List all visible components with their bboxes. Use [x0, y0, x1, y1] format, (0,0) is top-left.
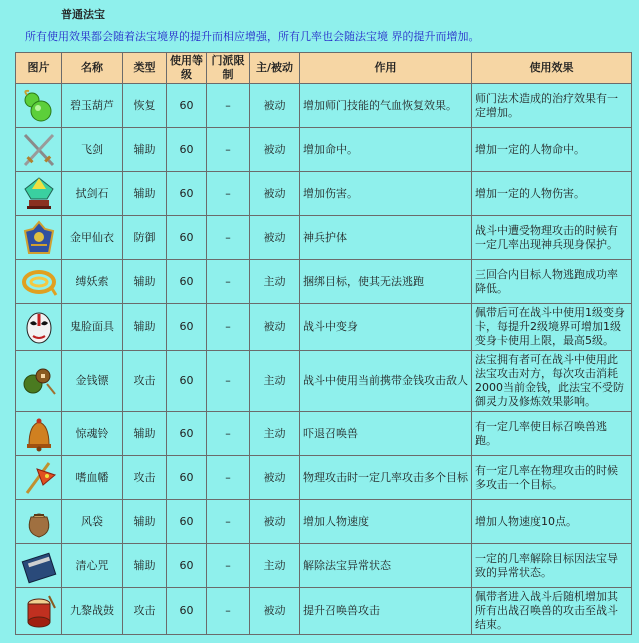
item-result: 法宝拥有者可在战斗中使用此法宝攻击对方，每次攻击消耗2000当前金钱，此法宝不受防御灵力及修炼效果影响。 — [472, 351, 632, 412]
item-type: 攻击 — [123, 588, 167, 635]
item-name: 飞剑 — [62, 128, 123, 172]
item-mode: 主动 — [250, 412, 300, 456]
golden-rope-icon — [19, 263, 59, 301]
section-title: 普通法宝 — [61, 8, 105, 21]
item-mode: 主动 — [250, 544, 300, 588]
item-result: 师门法术造成的治疗效果有一定增加。 — [472, 84, 632, 128]
item-type: 辅助 — [123, 304, 167, 351]
item-name: 金钱镖 — [62, 351, 123, 412]
table-row — [16, 500, 632, 544]
item-sect: – — [207, 456, 250, 500]
table-header-row — [16, 53, 632, 84]
item-mode: 主动 — [250, 260, 300, 304]
item-image-cell — [16, 412, 62, 456]
item-name: 风袋 — [62, 500, 123, 544]
item-effect: 物理攻击时一定几率攻击多个目标 — [300, 456, 472, 500]
header-sect: 门派限制 — [207, 53, 250, 84]
item-image-cell — [16, 500, 62, 544]
gem-stone-icon — [19, 175, 59, 213]
item-sect: – — [207, 304, 250, 351]
green-gourd-icon — [19, 87, 59, 125]
opera-mask-icon — [19, 308, 59, 346]
item-level: 60 — [167, 351, 207, 412]
item-level: 60 — [167, 128, 207, 172]
item-type: 恢复 — [123, 84, 167, 128]
item-image-cell — [16, 260, 62, 304]
item-result: 有一定几率使目标召唤兽逃跑。 — [472, 412, 632, 456]
item-result: 三回合内目标人物逃跑成功率降低。 — [472, 260, 632, 304]
item-result: 增加一定的人物伤害。 — [472, 172, 632, 216]
item-name: 碧玉葫芦 — [62, 84, 123, 128]
item-level: 60 — [167, 84, 207, 128]
item-sect: – — [207, 412, 250, 456]
item-image-cell — [16, 172, 62, 216]
item-sect: – — [207, 172, 250, 216]
item-sect: – — [207, 544, 250, 588]
item-result: 增加人物速度10点。 — [472, 500, 632, 544]
item-mode: 被动 — [250, 172, 300, 216]
table-row — [16, 304, 632, 351]
table-row — [16, 172, 632, 216]
table-row — [16, 588, 632, 635]
scripture-book-icon — [19, 547, 59, 585]
item-result: 增加一定的人物命中。 — [472, 128, 632, 172]
item-sect: – — [207, 500, 250, 544]
item-name: 九黎战鼓 — [62, 588, 123, 635]
item-sect: – — [207, 260, 250, 304]
item-image-cell — [16, 216, 62, 260]
item-type: 攻击 — [123, 456, 167, 500]
item-type: 攻击 — [123, 351, 167, 412]
item-type: 防御 — [123, 216, 167, 260]
item-effect: 战斗中使用当前携带金钱攻击敌人 — [300, 351, 472, 412]
header-effect: 作用 — [300, 53, 472, 84]
item-type: 辅助 — [123, 172, 167, 216]
item-image-cell — [16, 128, 62, 172]
table-row — [16, 260, 632, 304]
item-type: 辅助 — [123, 500, 167, 544]
item-result: 一定的几率解除目标因法宝导致的异常状态。 — [472, 544, 632, 588]
item-level: 60 — [167, 172, 207, 216]
item-effect: 增加伤害。 — [300, 172, 472, 216]
item-level: 60 — [167, 304, 207, 351]
item-image-cell — [16, 351, 62, 412]
treasure-table — [15, 52, 632, 635]
item-sect: – — [207, 84, 250, 128]
header-level: 使用等级 — [167, 53, 207, 84]
item-level: 60 — [167, 588, 207, 635]
crossed-swords-icon — [19, 131, 59, 169]
table-row — [16, 412, 632, 456]
table-row — [16, 128, 632, 172]
item-effect: 神兵护体 — [300, 216, 472, 260]
item-mode: 被动 — [250, 456, 300, 500]
item-image-cell — [16, 304, 62, 351]
bell-icon — [19, 415, 59, 453]
item-level: 60 — [167, 412, 207, 456]
item-level: 60 — [167, 456, 207, 500]
item-name: 鬼脸面具 — [62, 304, 123, 351]
header-image: 图片 — [16, 53, 62, 84]
item-name: 清心咒 — [62, 544, 123, 588]
item-mode: 被动 — [250, 304, 300, 351]
table-row — [16, 544, 632, 588]
item-mode: 被动 — [250, 588, 300, 635]
item-level: 60 — [167, 544, 207, 588]
item-name: 缚妖索 — [62, 260, 123, 304]
item-mode: 被动 — [250, 128, 300, 172]
item-effect: 捆绑目标，使其无法逃跑 — [300, 260, 472, 304]
item-mode: 主动 — [250, 351, 300, 412]
section-subtitle: 所有使用效果都会随着法宝境界的提升而相应增强，所有几率也会随法宝境 界的提升而增加。 — [25, 30, 480, 43]
item-name: 金甲仙衣 — [62, 216, 123, 260]
golden-armor-icon — [19, 219, 59, 257]
item-effect: 增加命中。 — [300, 128, 472, 172]
item-result: 战斗中遭受物理攻击的时候有一定几率出现神兵现身保护。 — [472, 216, 632, 260]
header-name: 名称 — [62, 53, 123, 84]
item-level: 60 — [167, 216, 207, 260]
item-name: 嗜血幡 — [62, 456, 123, 500]
item-mode: 被动 — [250, 500, 300, 544]
table-row — [16, 216, 632, 260]
wind-bag-icon — [19, 503, 59, 541]
item-type: 辅助 — [123, 260, 167, 304]
table-row — [16, 456, 632, 500]
item-level: 60 — [167, 260, 207, 304]
table-row — [16, 84, 632, 128]
item-effect: 增加师门技能的气血恢复效果。 — [300, 84, 472, 128]
item-type: 辅助 — [123, 544, 167, 588]
header-result: 使用效果 — [472, 53, 632, 84]
item-image-cell — [16, 84, 62, 128]
coin-dart-icon — [19, 362, 59, 400]
item-image-cell — [16, 456, 62, 500]
item-effect: 战斗中变身 — [300, 304, 472, 351]
item-effect: 吓退召唤兽 — [300, 412, 472, 456]
war-drum-icon — [19, 592, 59, 630]
item-image-cell — [16, 588, 62, 635]
item-effect: 解除法宝异常状态 — [300, 544, 472, 588]
item-sect: – — [207, 351, 250, 412]
item-name: 惊魂铃 — [62, 412, 123, 456]
item-sect: – — [207, 588, 250, 635]
item-sect: – — [207, 216, 250, 260]
item-result: 佩带者进入战斗后随机增加其所有出战召唤兽的攻击至战斗结束。 — [472, 588, 632, 635]
item-sect: – — [207, 128, 250, 172]
item-result: 有一定几率在物理攻击的时候多攻击一个目标。 — [472, 456, 632, 500]
item-type: 辅助 — [123, 412, 167, 456]
item-mode: 被动 — [250, 216, 300, 260]
item-effect: 提升召唤兽攻击 — [300, 588, 472, 635]
item-level: 60 — [167, 500, 207, 544]
item-type: 辅助 — [123, 128, 167, 172]
item-image-cell — [16, 544, 62, 588]
item-result: 佩带后可在战斗中使用1级变身卡，每提升2级境界可增加1级变身卡使用上限，最高5级。 — [472, 304, 632, 351]
header-mode: 主/被动 — [250, 53, 300, 84]
item-mode: 被动 — [250, 84, 300, 128]
blood-banner-icon — [19, 459, 59, 497]
header-type: 类型 — [123, 53, 167, 84]
item-name: 拭剑石 — [62, 172, 123, 216]
item-effect: 增加人物速度 — [300, 500, 472, 544]
table-row — [16, 351, 632, 412]
